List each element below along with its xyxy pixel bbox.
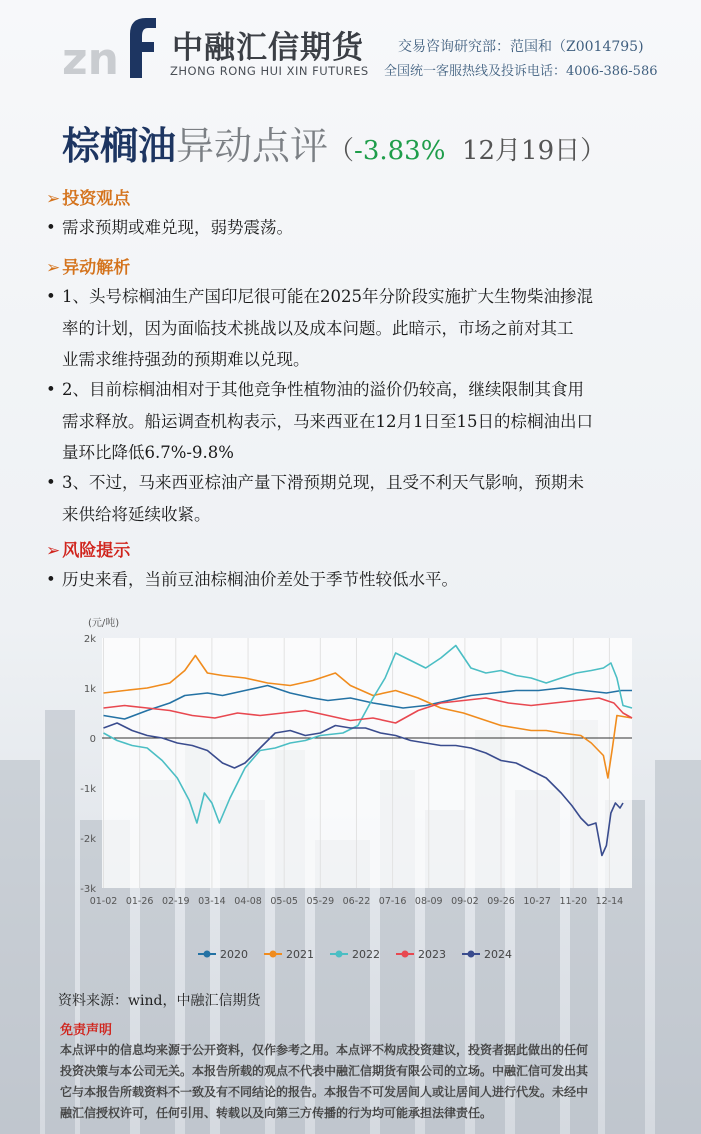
bullet-icon: • bbox=[46, 380, 56, 399]
legend-marker bbox=[204, 951, 211, 958]
risk-bullet-text: 历史来看，当前豆油棕榈油价差处于季节性较低水平。 bbox=[62, 570, 458, 589]
y-tick-label: -2k bbox=[80, 834, 96, 845]
analysis-2-line-2: 需求释放。船运调查机构表示，马来西亚在12月1日至15日的棕榈油出口 bbox=[62, 411, 593, 431]
x-tick-label: 10-27 bbox=[523, 896, 551, 907]
y-axis-unit: (元/吨) bbox=[88, 618, 120, 629]
bullet-icon: • bbox=[46, 473, 56, 492]
bullet-icon: • bbox=[46, 570, 56, 589]
company-logo-icon bbox=[60, 12, 160, 82]
bullet-icon: • bbox=[46, 218, 56, 237]
x-tick-label: 09-02 bbox=[451, 896, 479, 907]
legend-label: 2022 bbox=[352, 948, 380, 961]
title-paren-open: （ bbox=[328, 136, 355, 166]
disclaimer-line: 本点评中的信息均来源于公开资料，仅作参考之用。本点评不构成投资建议，投资者据此做出的任何 bbox=[60, 1043, 589, 1057]
x-tick-label: 03-14 bbox=[198, 896, 226, 907]
y-tick-label: 0 bbox=[89, 734, 96, 745]
list-item bbox=[46, 374, 666, 469]
section-heading-view bbox=[46, 184, 130, 209]
title-date bbox=[445, 136, 580, 166]
analysis-1-line-3: 业需求维持强劲的预期难以兑现。 bbox=[62, 350, 310, 369]
x-tick-label: 05-05 bbox=[270, 896, 298, 907]
legend-label: 2024 bbox=[484, 948, 512, 961]
bullet-icon: • bbox=[46, 287, 56, 306]
title-report-type: 异动点评 bbox=[176, 124, 329, 168]
x-tick-label: 05-29 bbox=[306, 896, 335, 907]
disclaimer-line: 它与本报告所载资料不一致及有不同结论的报告。本报告不可发居间人或让居间人进行代发。未经中 bbox=[60, 1085, 589, 1099]
analysis-1-line-2: 率的计划，因为面临技术挑战以及成本问题。此暗示，市场之前对其工 bbox=[62, 318, 574, 338]
hotline: 全国统一客服热线及投诉电话：4006-386-586 bbox=[384, 64, 658, 79]
x-tick-label: 11-20 bbox=[559, 896, 588, 907]
legend-marker bbox=[336, 951, 343, 958]
list-item bbox=[46, 281, 666, 376]
x-tick-label: 02-19 bbox=[161, 896, 190, 907]
y-tick-label: -3k bbox=[80, 884, 96, 895]
section-heading-analysis-text: 异动解析 bbox=[62, 258, 131, 278]
company-name-en: ZHONG RONG HUI XIN FUTURES bbox=[170, 64, 369, 78]
x-tick-label: 01-26 bbox=[125, 896, 154, 907]
section-heading-risk bbox=[46, 536, 130, 561]
legend-label: 2020 bbox=[220, 948, 248, 961]
x-tick-label: 08-09 bbox=[414, 896, 443, 907]
y-tick-label: 1k bbox=[83, 684, 96, 695]
section-heading-analysis bbox=[46, 253, 130, 278]
legend-label: 2021 bbox=[286, 948, 314, 961]
legend-label: 2023 bbox=[418, 948, 446, 961]
legend-marker bbox=[270, 951, 277, 958]
x-tick-label: 06-22 bbox=[342, 896, 371, 907]
list-item bbox=[46, 564, 666, 596]
research-contact: 交易咨询研究部：范国和（Z0014795) bbox=[398, 39, 644, 55]
analysis-3-line-1: 3、不过，马来西亚棕油产量下滑预期兑现，且受不利天气影响，预期未 bbox=[62, 473, 584, 492]
disclaimer-line: 投资决策与本公司无关。本报告所载的观点不代表中融汇信期货有限公司的立场。中融汇信可发出其 bbox=[60, 1064, 589, 1078]
disclaimer-text bbox=[60, 1040, 660, 1124]
x-tick-label: 01-02 bbox=[89, 896, 118, 907]
y-tick-label: -1k bbox=[80, 784, 96, 795]
arrow-right-icon: ➢ bbox=[46, 258, 61, 278]
section-heading-view-text: 投资观点 bbox=[62, 189, 131, 209]
analysis-3-line-2: 来供给将延续收紧。 bbox=[62, 504, 211, 524]
x-tick-label: 07-16 bbox=[378, 896, 407, 907]
list-item bbox=[46, 467, 666, 530]
y-tick-label: 2k bbox=[83, 634, 96, 645]
list-item bbox=[46, 212, 666, 244]
analysis-1-line-1: 1、头号棕榈油生产国印尼很可能在2025年分阶段实施扩大生物柴油掺混 bbox=[62, 287, 593, 306]
legend-marker bbox=[468, 951, 475, 958]
view-bullet-text: 需求预期或难兑现，弱势震荡。 bbox=[62, 218, 293, 237]
plot-area bbox=[102, 638, 632, 888]
svg-text:zn: zn bbox=[62, 34, 119, 82]
title-paren-close: ） bbox=[580, 136, 607, 166]
page-title bbox=[62, 115, 606, 170]
disclaimer-title: 免责声明 bbox=[60, 1023, 113, 1038]
company-name-cn: 中融汇信期货 bbox=[172, 30, 364, 66]
x-tick-label: 04-08 bbox=[234, 896, 262, 907]
analysis-2-line-1: 2、目前棕榈油相对于其他竞争性植物油的溢价仍较高，继续限制其食用 bbox=[62, 380, 584, 399]
x-tick-label: 12-14 bbox=[595, 896, 624, 907]
analysis-2-line-3: 量环比降低6.7%-9.8% bbox=[62, 443, 234, 462]
source-note: 资料来源：wind，中融汇信期货 bbox=[58, 993, 261, 1009]
legend-marker bbox=[402, 951, 409, 958]
spread-line-chart bbox=[58, 608, 648, 978]
arrow-right-icon: ➢ bbox=[46, 189, 61, 209]
disclaimer-line: 融汇信授权许可，任何引用、转载以及向第三方传播的行为均可能承担法律责任。 bbox=[60, 1106, 493, 1120]
arrow-right-icon: ➢ bbox=[46, 541, 61, 561]
title-date-text: 12月19日 bbox=[461, 136, 581, 166]
section-heading-risk-text: 风险提示 bbox=[62, 541, 131, 561]
x-tick-label: 09-26 bbox=[487, 896, 515, 907]
title-change: -3.83% bbox=[354, 136, 446, 166]
title-commodity: 棕榈油 bbox=[62, 123, 177, 168]
